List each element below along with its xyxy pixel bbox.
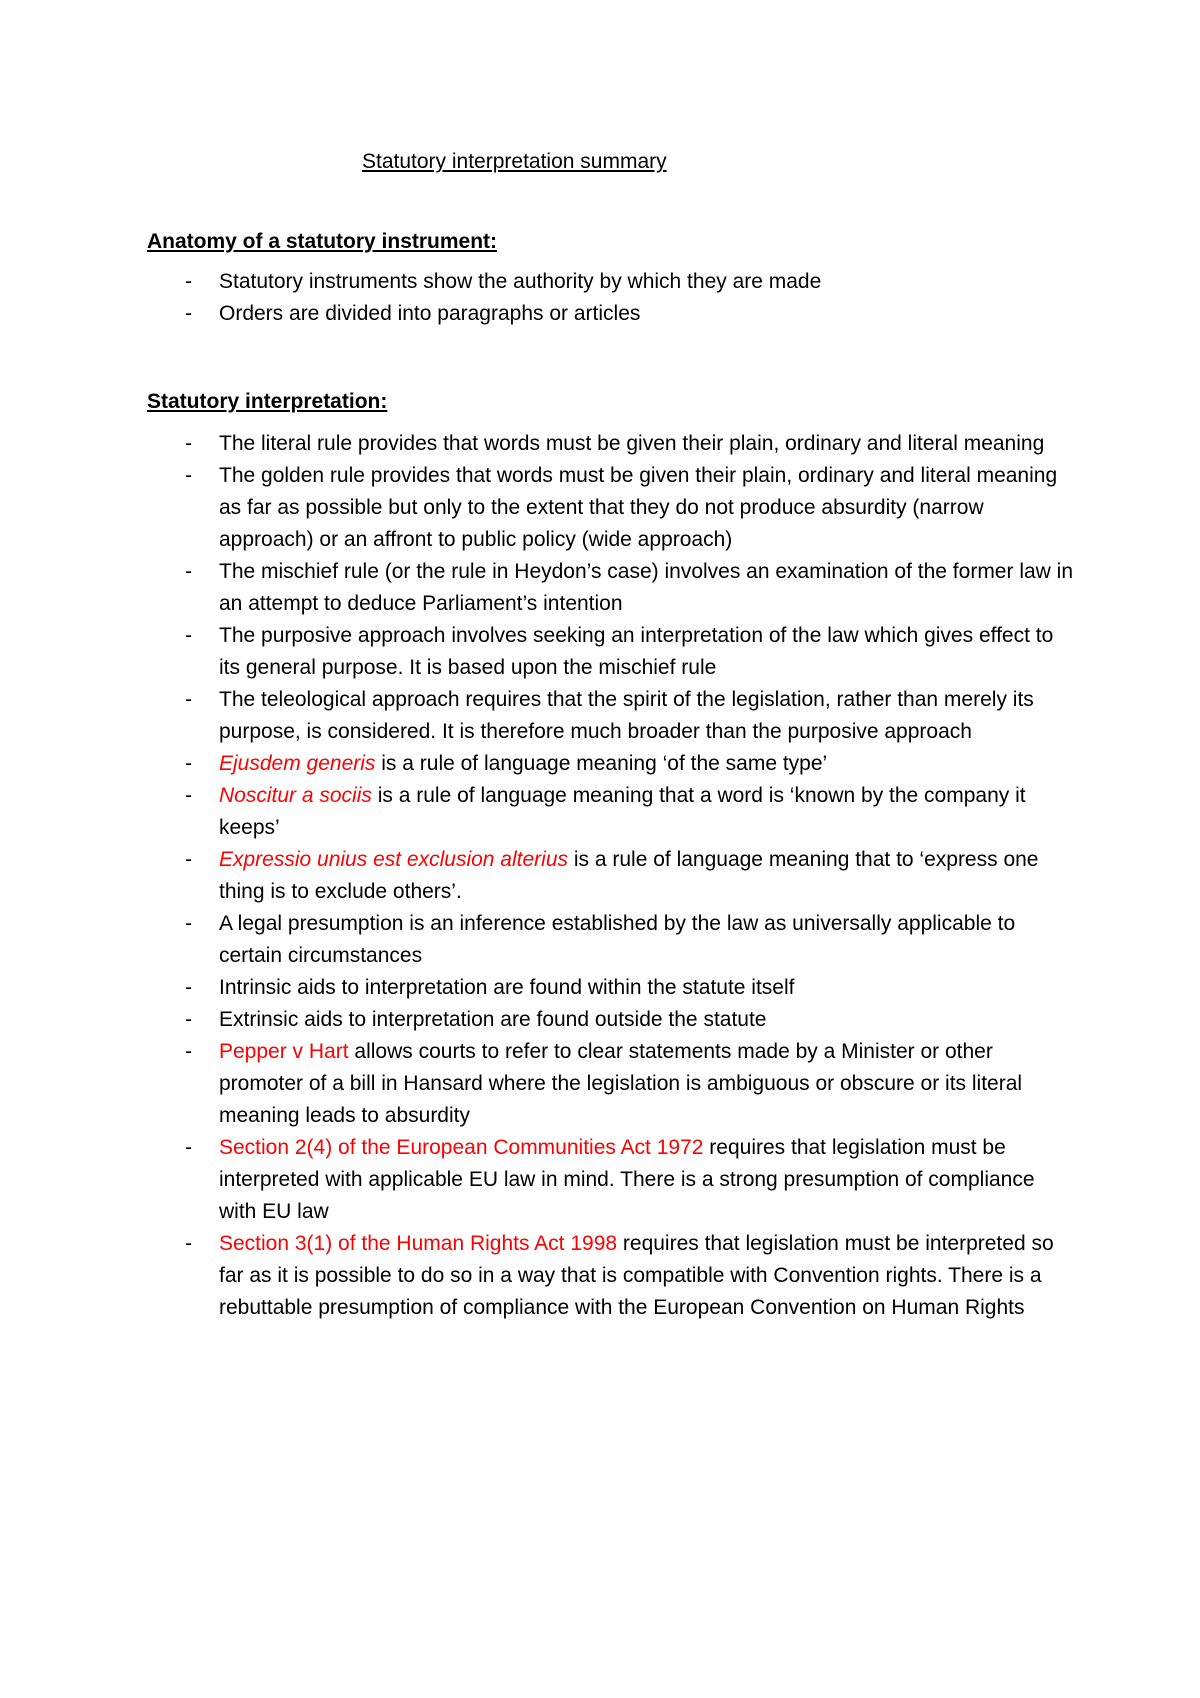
list-item (147, 266, 1077, 298)
bullet-dash: - (185, 432, 192, 455)
list-item (147, 972, 1077, 1004)
highlighted-term: Pepper v Hart (219, 1040, 349, 1063)
list-item (147, 1004, 1077, 1036)
bullet-dash: - (185, 752, 192, 775)
list-item (147, 428, 1077, 460)
list-item-text: is a rule of language meaning that to ‘express one thing is to exclude others’. (219, 848, 1039, 903)
bullet-dash: - (185, 784, 192, 807)
list-item (147, 844, 1077, 908)
list-item (147, 748, 1077, 780)
list-item (147, 684, 1077, 748)
list-item-text: The literal rule provides that words must be given their plain, ordinary and literal meaning (219, 432, 1045, 455)
highlighted-term: Section 3(1) of the Human Rights Act 1998 (219, 1232, 618, 1255)
list-item (147, 298, 1077, 330)
highlighted-term: Ejusdem generis (219, 752, 376, 775)
interpretation-bullet-list (147, 428, 1077, 1324)
bullet-dash: - (185, 1008, 192, 1031)
list-item-text: is a rule of language meaning ‘of the same type’ (375, 752, 828, 775)
bullet-dash: - (185, 976, 192, 999)
list-item-text: Orders are divided into paragraphs or articles (219, 302, 641, 325)
list-item (147, 908, 1077, 972)
list-item-text: Intrinsic aids to interpretation are found within the statute itself (219, 976, 795, 999)
list-item-text: The golden rule provides that words must be given their plain, ordinary and literal meaning as far as possible but only to the extent that they do not produce absurdity (narrow approach) or an affront to public policy (wide approach) (219, 464, 1058, 551)
list-item (147, 460, 1077, 556)
list-item (147, 556, 1077, 620)
list-item-text: requires that legislation must be interpreted so far as it is possible to do so in a way that is compatible with Convention rights. There is a rebuttable presumption of compliance with the European Convention on Human Rights (219, 1232, 1054, 1319)
bullet-dash: - (185, 1136, 192, 1159)
bullet-dash: - (185, 302, 192, 325)
bullet-dash: - (185, 624, 192, 647)
list-item (147, 620, 1077, 684)
list-item-text: The purposive approach involves seeking an interpretation of the law which gives effect to its general purpose. It is based upon the mischief rule (219, 624, 1054, 679)
list-item-text: The mischief rule (or the rule in Heydon’s case) involves an examination of the former law in an attempt to deduce Parliament’s intention (219, 560, 1074, 615)
list-item-text: A legal presumption is an inference established by the law as universally applicable to certain circumstances (219, 912, 1016, 967)
section-heading-statutory-interpretation: Statutory interpretation: (147, 390, 388, 413)
list-item-text: Statutory instruments show the authority by which they are made (219, 270, 822, 293)
bullet-dash: - (185, 1040, 192, 1063)
list-item-text: allows courts to refer to clear statements made by a Minister or other promoter of a bill in Hansard where the legislation is ambiguous or obscure or its literal meaning leads to absurdity (219, 1040, 1023, 1127)
bullet-dash: - (185, 560, 192, 583)
bullet-dash: - (185, 1232, 192, 1255)
list-item-text: Extrinsic aids to interpretation are found outside the statute (219, 1008, 767, 1031)
list-item (147, 780, 1077, 844)
document-title: Statutory interpretation summary (362, 150, 667, 173)
bullet-dash: - (185, 848, 192, 871)
highlighted-term: Section 2(4) of the European Communities Act 1972 (219, 1136, 704, 1159)
bullet-dash: - (185, 270, 192, 293)
list-item-text: is a rule of language meaning that a word is ‘known by the company it keeps’ (219, 784, 1026, 839)
highlighted-term: Expressio unius est exclusion alterius (219, 848, 569, 871)
anatomy-bullet-list (147, 266, 1077, 330)
list-item-text: requires that legislation must be interpreted with applicable EU law in mind. There is a strong presumption of compliance with EU law (219, 1136, 1035, 1223)
section-heading-anatomy: Anatomy of a statutory instrument: (147, 230, 498, 253)
bullet-dash: - (185, 464, 192, 487)
bullet-dash: - (185, 912, 192, 935)
list-item (147, 1228, 1077, 1324)
highlighted-term: Noscitur a sociis (219, 784, 372, 807)
bullet-dash: - (185, 688, 192, 711)
list-item (147, 1132, 1077, 1228)
list-item (147, 1036, 1077, 1132)
list-item-text: The teleological approach requires that the spirit of the legislation, rather than merely its purpose, is considered. It is therefore much broader than the purposive approach (219, 688, 1034, 743)
